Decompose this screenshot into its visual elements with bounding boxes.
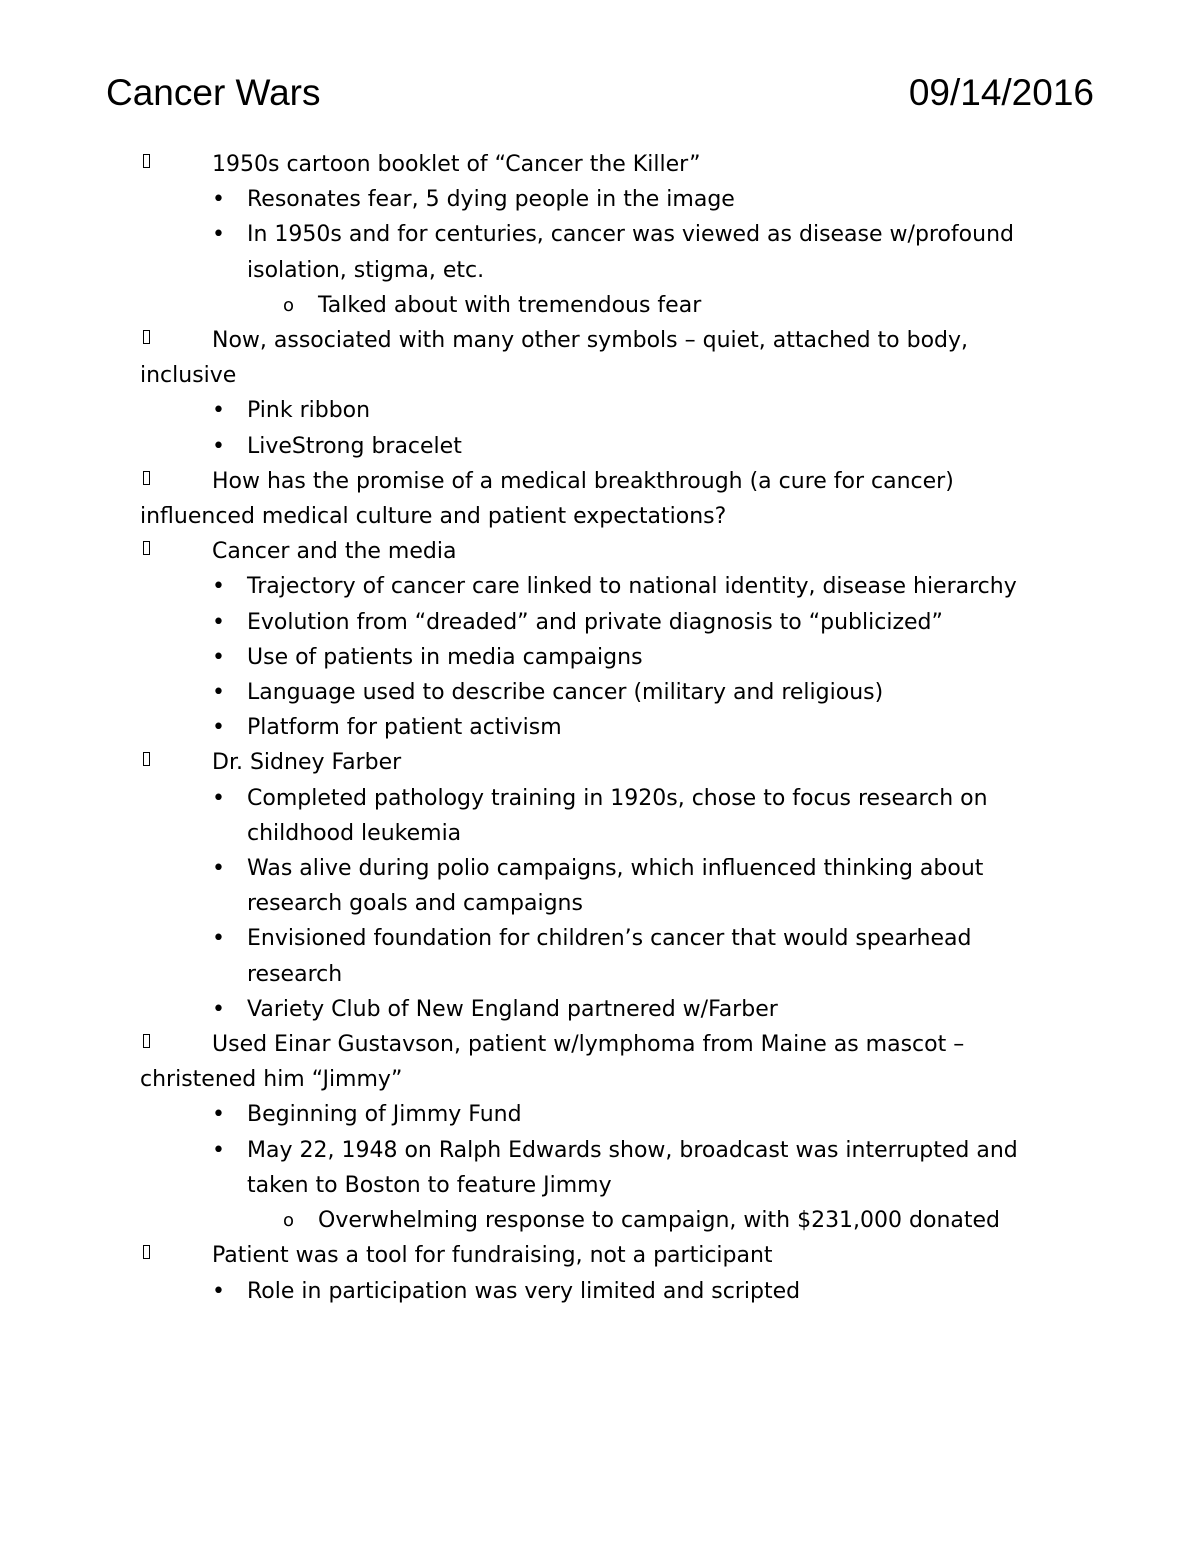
- missing-glyph-box-icon: [140, 1023, 212, 1058]
- missing-glyph-box-icon: [140, 143, 212, 178]
- missing-glyph-box-icon: [140, 530, 212, 565]
- bullet-dot-icon: •: [212, 187, 225, 213]
- list-item: Now, associated with many other symbols – quiet, attached to body, inclusive: [140, 323, 1060, 393]
- list-item: • Pink ribbon: [140, 393, 1060, 428]
- list-item: Patient was a tool for fundraising, not a participant: [140, 1238, 1060, 1273]
- bullet-dot-icon: •: [212, 680, 225, 706]
- bullet-dot-icon: •: [212, 856, 225, 882]
- list-item: Dr. Sidney Farber: [140, 745, 1060, 780]
- note-date: 09/14/2016: [908, 72, 1094, 113]
- hollow-circle-bullet-icon: o: [283, 294, 295, 316]
- list-item: • Was alive during polio campaigns, which influenced thinking about research goals and campaigns: [140, 851, 1060, 921]
- bullet-dot-icon: •: [212, 433, 225, 459]
- bullet-dot-icon: •: [212, 222, 225, 248]
- missing-glyph-box-icon: [140, 319, 212, 354]
- hollow-circle-bullet-icon: o: [283, 1210, 295, 1232]
- list-item: o Talked about with tremendous fear: [140, 288, 1060, 323]
- list-item: • Completed pathology training in 1920s, chose to focus research on childhood leukemia: [140, 781, 1060, 851]
- list-item: • LiveStrong bracelet: [140, 429, 1060, 464]
- missing-glyph-box-icon: [140, 1234, 212, 1269]
- list-item: • Language used to describe cancer (military and religious): [140, 675, 1060, 710]
- list-item: • Trajectory of cancer care linked to national identity, disease hierarchy: [140, 569, 1060, 604]
- list-item: • Variety Club of New England partnered w/Farber: [140, 992, 1060, 1027]
- header: [106, 70, 1094, 116]
- list-item: • Role in participation was very limited and scripted: [140, 1274, 1060, 1309]
- missing-glyph-box-icon: [140, 741, 212, 776]
- list-item: • Use of patients in media campaigns: [140, 640, 1060, 675]
- bullet-dot-icon: •: [212, 926, 225, 952]
- list-item: • Resonates fear, 5 dying people in the image: [140, 182, 1060, 217]
- list-item: • Evolution from “dreaded” and private diagnosis to “publicized”: [140, 605, 1060, 640]
- page-title: Cancer Wars: [106, 72, 321, 113]
- notes-list: [140, 147, 1060, 1309]
- bullet-dot-icon: •: [212, 1102, 225, 1128]
- bullet-dot-icon: •: [212, 1278, 225, 1304]
- bullet-dot-icon: •: [212, 715, 225, 741]
- bullet-dot-icon: •: [212, 398, 225, 424]
- list-item: How has the promise of a medical breakthrough (a cure for cancer) influenced medical culture and patient expectations?: [140, 464, 1060, 534]
- bullet-dot-icon: •: [212, 609, 225, 635]
- list-item: o Overwhelming response to campaign, with $231,000 donated: [140, 1203, 1060, 1238]
- list-item: • Envisioned foundation for children’s cancer that would spearhead research: [140, 921, 1060, 991]
- list-item: 1950s cartoon booklet of “Cancer the Killer”: [140, 147, 1060, 182]
- list-item: • Beginning of Jimmy Fund: [140, 1097, 1060, 1132]
- bullet-dot-icon: •: [212, 574, 225, 600]
- bullet-dot-icon: •: [212, 996, 225, 1022]
- bullet-dot-icon: •: [212, 644, 225, 670]
- list-item: • In 1950s and for centuries, cancer was viewed as disease w/profound isolation, stigma, etc.: [140, 217, 1060, 287]
- bullet-dot-icon: •: [212, 785, 225, 811]
- bullet-dot-icon: •: [212, 1137, 225, 1163]
- list-item: Cancer and the media: [140, 534, 1060, 569]
- list-item: • May 22, 1948 on Ralph Edwards show, broadcast was interrupted and taken to Boston to feature Jimmy: [140, 1133, 1060, 1203]
- missing-glyph-box-icon: [140, 460, 212, 495]
- list-item: • Platform for patient activism: [140, 710, 1060, 745]
- list-item: Used Einar Gustavson, patient w/lymphoma from Maine as mascot – christened him “Jimmy”: [140, 1027, 1060, 1097]
